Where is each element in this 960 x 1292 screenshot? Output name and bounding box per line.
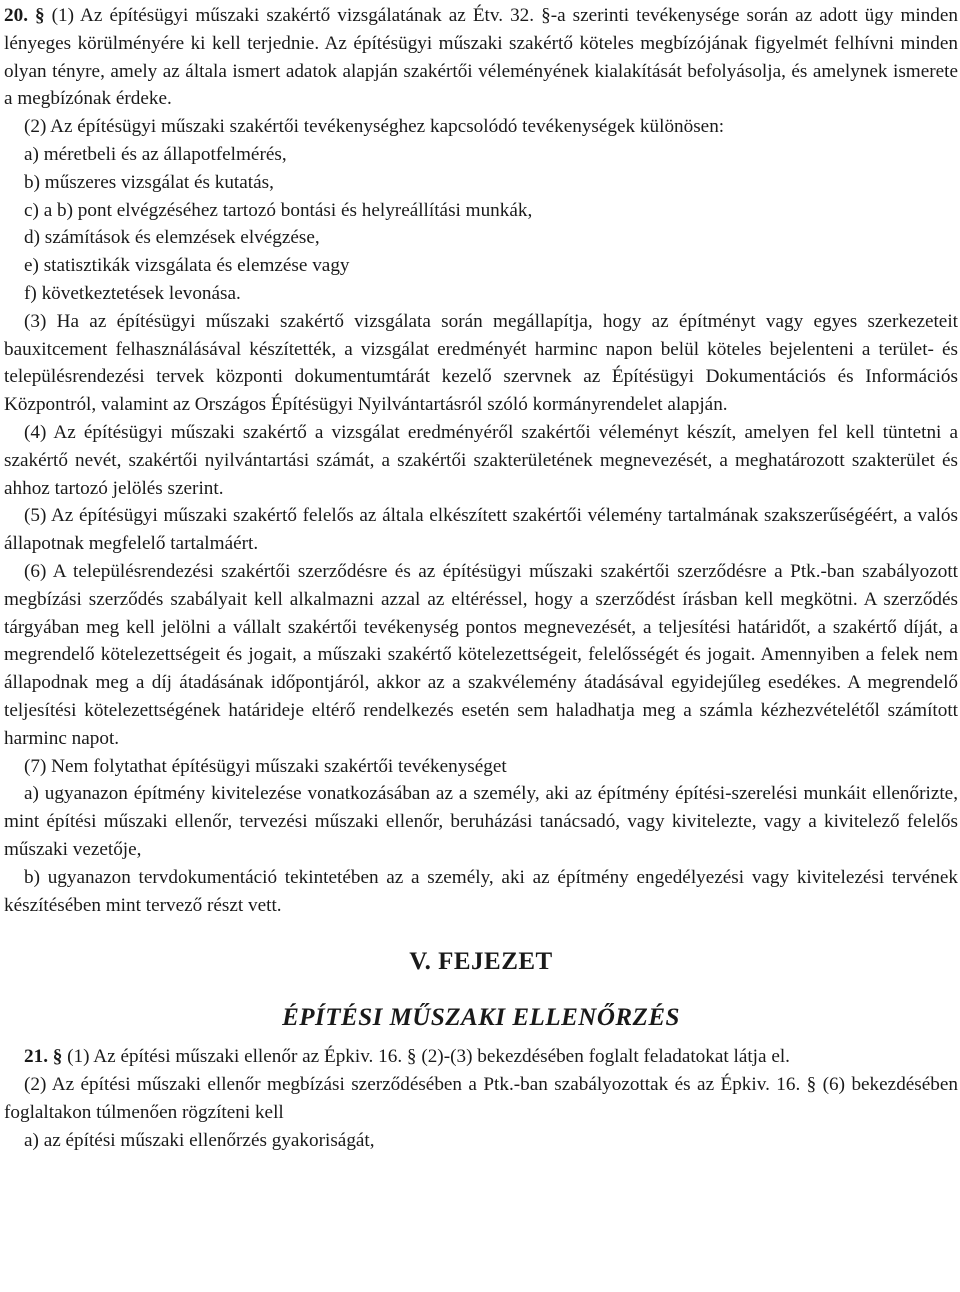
section-symbol: § [52,1046,63,1068]
section-20-paragraph-7-intro: (7) Nem folytathat építésügyi műszaki szakértői tevékenységet [24,755,507,777]
section-21-paragraph-1 [4,1043,958,1071]
list-item: f) következtetések levonása. [24,282,241,304]
section-21-number: 21. [24,1046,48,1068]
section-20-paragraph-3: (3) Ha az építésügyi műszaki szakértő vizsgálata során megállapítja, hogy az építményt vagy egyes szerkezeteit bauxitcement felhasználásával készítették, a vizsgálat eredményét harminc napon belül köteles bejelenteni a terület- és településrendezési tervek központi dokumentumtárát kezelő szervnek az Építésügyi Dokumentációs és Információs Központról, valamint az Országos Építésügyi Nyilvántartásról szóló kormányrendelet alapján. [4,310,958,416]
list-item: b) műszeres vizsgálat és kutatás, [24,171,274,193]
section-20-paragraph-5: (5) Az építésügyi műszaki szakértő felelős az általa elkészített szakértői vélemény tartalmának szakszerűségéért, a valós állapotnak megfelelő tartalmáért. [4,505,958,555]
section-20-paragraph-7b: b) ugyanazon tervdokumentáció tekintetében az a személy, aki az építmény engedélyezési vagy kivitelezési tervének készítésében mint tervező részt vett. [4,866,958,916]
section-20-paragraph-7a: a) ugyanazon építmény kivitelezése vonatkozásában az a személy, aki az építmény építési-szerelési munkáit ellenőrizte, mint építési műszaki ellenőr, tervezési műszaki ellenőr, beruházási tanácsadó, vagy kivitelezte, vagy a kivitelező felelős műszaki vezetője, [4,783,958,860]
list-item: a) méretbeli és az állapotfelmérés, [24,143,287,165]
section-21-paragraph-1-text: (1) Az építési műszaki ellenőr az Épkiv. 16. § (2)-(3) bekezdésében foglalt feladatokat látja el. [67,1046,790,1068]
section-20-paragraph-1 [4,2,958,113]
section-21-paragraph-2a: a) az építési műszaki ellenőrzés gyakoriságát, [24,1129,375,1151]
chapter-title: ÉPÍTÉSI MŰSZAKI ELLENŐRZÉS [282,1004,680,1032]
section-symbol: § [35,5,45,26]
section-20-paragraph-6: (6) A településrendezési szakértői szerződésre és az építésügyi műszaki szakértői szerződésre a Ptk.-ban szabályozott megbízási szerződés szabályait kell alkalmazni azzal az eltéréssel, hogy a szerződést írásban kell megkötni. A szerződés tárgyában meg kell jelölni a vállalt szakértői tevékenység pontos megnevezését, a teljesítési határidőt, a szakértő díját, a megrendelő kötelezettségeit és jogait, a műszaki szakértő kötelezettségeit, felelősségét és jogait. Amennyiben a felek nem állapodnak meg a díj átadásának időpontjáról, akkor az a szakvélemény átadásával egyidejűleg esedékes. A megrendelő teljesítési kötelezettségének határideje eltérő rendelkezés esetén sem haladhatja meg a számla kézhezvételétől számított harminc napot. [4,560,958,749]
list-item: c) a b) pont elvégzéséhez tartozó bontási és helyreállítási munkák, [24,199,533,221]
section-20-number: 20. [4,5,28,26]
section-20-paragraph-1-text: (1) Az építésügyi műszaki szakértő vizsgálatának az Étv. 32. §-a szerinti tevékenysége során az adott ügy minden lényeges körülményére ki kell terjednie. Az építésügyi műszaki szakértő köteles megbízójának figyelmét felhívni minden olyan tényre, amely az általa ismert adatok alapján szakértői véleményének kialakítását befolyásolja, és amelynek ismerete a megbízónak érdeke. [4,5,959,110]
section-20-paragraph-4: (4) Az építésügyi műszaki szakértő a vizsgálat eredményéről szakértői véleményt készít, amelyen fel kell tüntetni a szakértő nevét, szakértői nyilvántartási számát, a szakértői szakterületének megnevezését, a meghatározott szakterület és ahhoz tartozó jelölés szerint. [4,421,958,499]
chapter-number: V. FEJEZET [409,948,553,976]
list-item: d) számítások és elemzések elvégzése, [24,227,320,249]
list-item: e) statisztikák vizsgálata és elemzése vagy [24,255,350,277]
document-page [4,2,958,1154]
section-21-paragraph-2: (2) Az építési műszaki ellenőr megbízási szerződésében a Ptk.-ban szabályozottak és az Épkiv. 16. § (6) bekezdésében foglaltakon túlmenően rögzíteni kell [4,1074,958,1123]
section-20-paragraph-2-intro: (2) Az építésügyi műszaki szakértői tevékenységhez kapcsolódó tevékenységek különösen: [24,116,725,138]
